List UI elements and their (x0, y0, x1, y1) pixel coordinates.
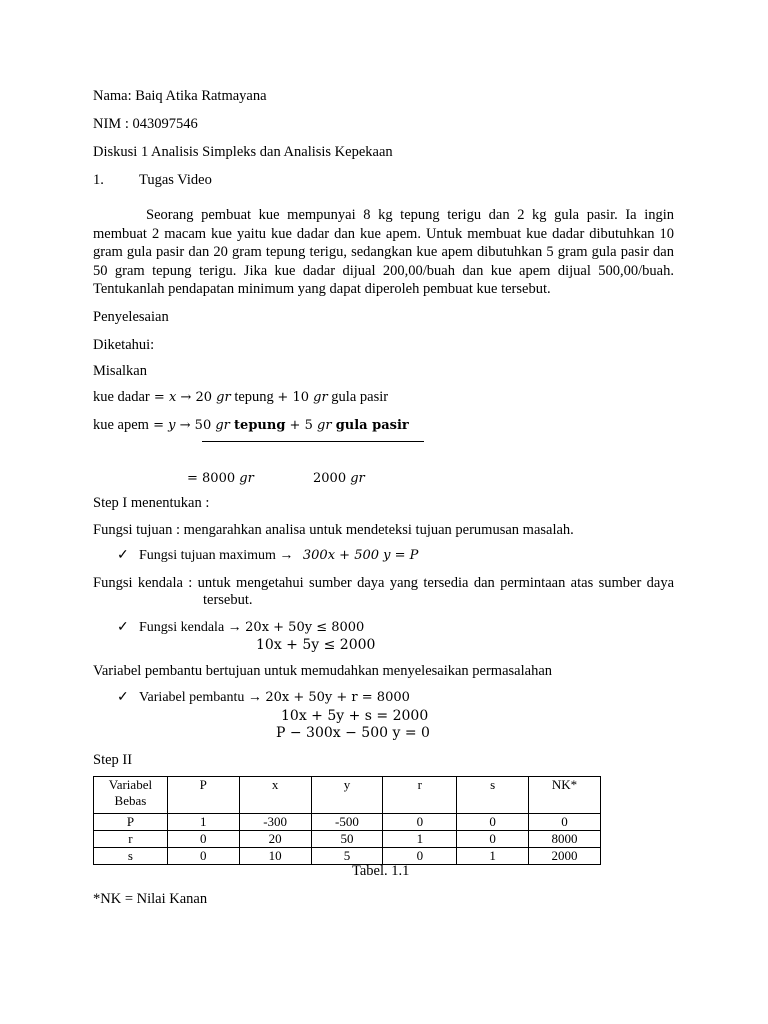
task-number: 1. (93, 172, 104, 188)
check-icon: ✓ (117, 548, 129, 563)
document-title: Diskusi 1 Analisis Simpleks dan Analisis Kepekaan (93, 144, 393, 160)
sum-underline (202, 441, 424, 442)
kue-apem-line: kue apem = y → 50 gr tepung + 5 gr gula pasir (93, 417, 409, 433)
fungsi-tujuan-def: Fungsi tujuan : mengarahkan analisa untuk mendeteksi tujuan perumusan masalah. (93, 522, 574, 538)
table-header: y (311, 777, 383, 814)
misalkan-label: Misalkan (93, 363, 147, 379)
table-cell: 5 (311, 848, 383, 865)
task-heading (93, 171, 212, 189)
diketahui-label: Diketahui: (93, 337, 155, 353)
table-cell: 0 (529, 814, 601, 831)
table-cell: 0 (457, 814, 529, 831)
table-header-row (94, 777, 601, 814)
table-cell: 20 (239, 831, 311, 848)
step1-label: Step I menentukan : (93, 495, 210, 511)
table-cell: s (94, 848, 168, 865)
table-cell: 0 (167, 848, 239, 865)
table-header: NK* (529, 777, 601, 814)
pembantu-eq2: 10x + 5y + s = 2000 (281, 708, 429, 724)
variabel-pembantu-item: ✓ Variabel pembantu → 20x + 50y + r = 8000 (117, 690, 410, 705)
table-row (94, 831, 601, 848)
table-cell: 0 (457, 831, 529, 848)
table-header: s (457, 777, 529, 814)
kendala-eq2: 10x + 5y ≤ 2000 (256, 637, 376, 653)
task-title: Tugas Video (139, 172, 212, 188)
table-cell: 0 (383, 814, 457, 831)
footnote: *NK = Nilai Kanan (93, 891, 208, 907)
step2-label: Step II (93, 752, 133, 768)
table-header: P (167, 777, 239, 814)
table-cell: 50 (311, 831, 383, 848)
table-cell: 1 (383, 831, 457, 848)
total-gula: 2000 gr (313, 471, 365, 486)
penyelesaian-label: Penyelesaian (93, 309, 169, 325)
variabel-pembantu-def: Variabel pembantu bertujuan untuk memudahkan menyelesaikan permasalahan (93, 663, 553, 679)
table-cell: 10 (239, 848, 311, 865)
table-header: x (239, 777, 311, 814)
total-tepung: = 8000 gr (187, 471, 254, 486)
table-cell: 1 (167, 814, 239, 831)
fungsi-kendala-item: ✓ Fungsi kendala → 20x + 50y ≤ 8000 (117, 620, 365, 635)
simplex-table (93, 776, 601, 865)
table-header: Variabel Bebas (94, 777, 168, 814)
problem-paragraph: Seorang pembuat kue mempunyai 8 kg tepung terigu dan 2 kg gula pasir. Ia ingin membuat 2 macam kue yaitu kue dadar dan kue apem. Untuk membuat kue dadar dibutuhkan 10 gram gula pasir dan 20 gram tepung terigu, sedangkan kue apem dibutuhkan 5 gram gula pasir dan 50 gram tepung terigu. Jika kue dadar dijual 200,00/buah dan kue apem dijual 500,00/buah. Tentukanlah pendapatan minimum yang dapat diperoleh pembuat kue tersebut. (93, 207, 674, 298)
table-cell: 1 (457, 848, 529, 865)
kue-dadar-line: kue dadar = x → 20 gr tepung + 10 gr gula pasir (93, 389, 389, 405)
fungsi-tujuan-item: ✓ Fungsi tujuan maximum → 300x + 500 y = P (117, 548, 419, 563)
fungsi-kendala-def: Fungsi kendala : untuk mengetahui sumber daya yang tersedia dan permintaan atas sumber daya tersebut. (93, 575, 674, 608)
table-cell: -500 (311, 814, 383, 831)
table-cell: r (94, 831, 168, 848)
check-icon: ✓ (117, 620, 129, 635)
pembantu-eq3: P − 300x − 500 y = 0 (276, 725, 430, 741)
table-cell: 8000 (529, 831, 601, 848)
table-cell: 2000 (529, 848, 601, 865)
table-cell: 0 (383, 848, 457, 865)
table-row (94, 814, 601, 831)
table-cell: -300 (239, 814, 311, 831)
table-cell: P (94, 814, 168, 831)
student-nim: NIM : 043097546 (93, 116, 198, 132)
table-caption: Tabel. 1.1 (352, 863, 410, 879)
check-icon: ✓ (117, 690, 129, 705)
table-cell: 0 (167, 831, 239, 848)
student-name: Nama: Baiq Atika Ratmayana (93, 88, 267, 104)
table-header: r (383, 777, 457, 814)
table-row (94, 848, 601, 865)
